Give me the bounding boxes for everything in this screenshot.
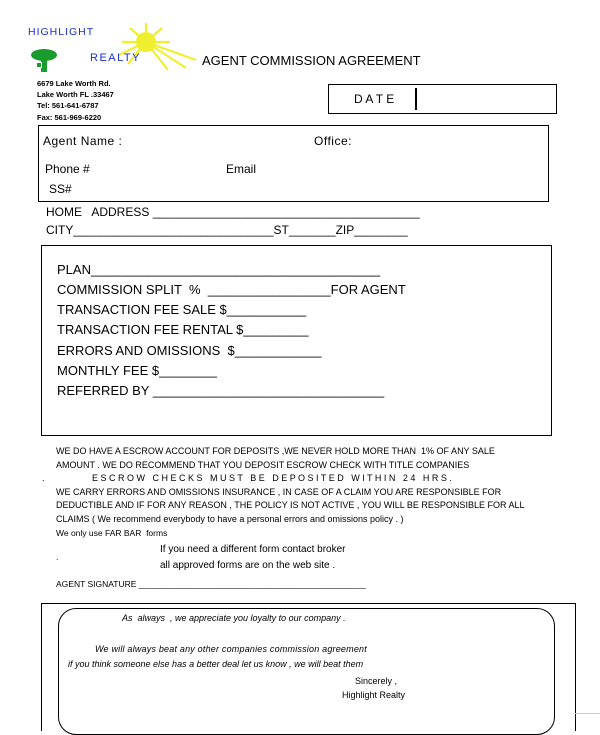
policy-line-4: WE CARRY ERRORS AND OMISSIONS INSURANCE , IN CASE OF A CLAIM YOU ARE RESPONSIBLE FOR [56, 487, 502, 497]
address-city: Lake Worth FL .33467 [37, 90, 114, 99]
monthly-fee-line[interactable]: MONTHLY FEE $________ [57, 363, 217, 378]
policy-line-8: If you need a different form contact broker [160, 544, 346, 555]
policy-line-9: all approved forms are on the web site . [160, 560, 336, 571]
email-label[interactable]: Email [226, 162, 257, 176]
date-divider [415, 88, 417, 110]
address-tel: Tel: 561-641-6787 [37, 101, 99, 110]
closing-sincerely: Sincerely , [355, 676, 398, 686]
plan-line[interactable]: PLAN________________________________________ [57, 262, 381, 277]
address-fax: Fax: 561-969-6220 [37, 113, 102, 122]
plan-box [41, 245, 552, 436]
policy-line-2: AMOUNT . WE DO RECOMMEND THAT YOU DEPOSIT ESCROW CHECK WITH TITLE COMPANIES [56, 460, 470, 470]
policy-bullet: . [42, 473, 45, 483]
address-street: 6679 Lake Worth Rd. [37, 79, 111, 88]
city-line[interactable]: CITY______________________________ST_______ZIP________ [46, 223, 408, 237]
policy-line-1: WE DO HAVE A ESCROW ACCOUNT FOR DEPOSITS ,WE NEVER HOLD MORE THAN 1% OF ANY SALE [56, 446, 495, 456]
logo-line2: REALTY [90, 52, 141, 64]
policy-line-7: We only use FAR BAR forms [56, 528, 168, 538]
agent-name-label[interactable]: Agent Name : [43, 134, 123, 148]
closing-line-2: We will always beat any other companies commission agreement [95, 644, 367, 654]
closing-inner-box [58, 608, 555, 735]
agent-signature-line[interactable]: AGENT SIGNATURE ________________________________________________ [56, 579, 366, 589]
policy-bullet-2: . [56, 552, 59, 562]
policy-line-5: DEDUCTIBLE AND IF FOR ANY REASON , THE POLICY IS NOT ACTIVE , YOU WILL BE RESPONSIBLE FOR ALL [56, 500, 525, 510]
policy-line-3: E S C R O W C H E C K S M U S T B E D E P O S I T E D W I T H I N 2 4 H R S . [92, 473, 452, 483]
errors-omissions-line[interactable]: ERRORS AND OMISSIONS $____________ [57, 343, 322, 358]
page-title: AGENT COMMISSION AGREEMENT [202, 53, 421, 68]
agent-info-box [38, 125, 549, 202]
logo-line1: HIGHLIGHT [28, 26, 95, 38]
commission-split-line[interactable]: COMMISSION SPLIT % _________________FOR AGENT [57, 282, 406, 297]
date-box[interactable] [328, 84, 557, 114]
home-address-line[interactable]: HOME ADDRESS ________________________________________ [46, 205, 420, 219]
referred-by-line[interactable]: REFERRED BY ________________________________ [57, 383, 385, 398]
page-edge-line [575, 713, 600, 714]
date-label: D A T E [354, 92, 395, 106]
policy-line-6: CLAIMS ( We recommend everybody to have a personal errors and omissions policy . ) [56, 514, 404, 524]
ssn-label[interactable]: SS# [49, 182, 72, 196]
closing-line-3: if you think someone else has a better deal let us know , we will beat them [68, 659, 364, 669]
phone-label[interactable]: Phone # [45, 162, 90, 176]
transaction-fee-rental-line[interactable]: TRANSACTION FEE RENTAL $_________ [57, 322, 309, 337]
transaction-fee-sale-line[interactable]: TRANSACTION FEE SALE $___________ [57, 302, 307, 317]
office-label[interactable]: Office: [314, 134, 352, 148]
closing-line-1: As always , we appreciate you loyalty to our company . [122, 613, 346, 623]
closing-company-name: Highlight Realty [342, 690, 406, 700]
